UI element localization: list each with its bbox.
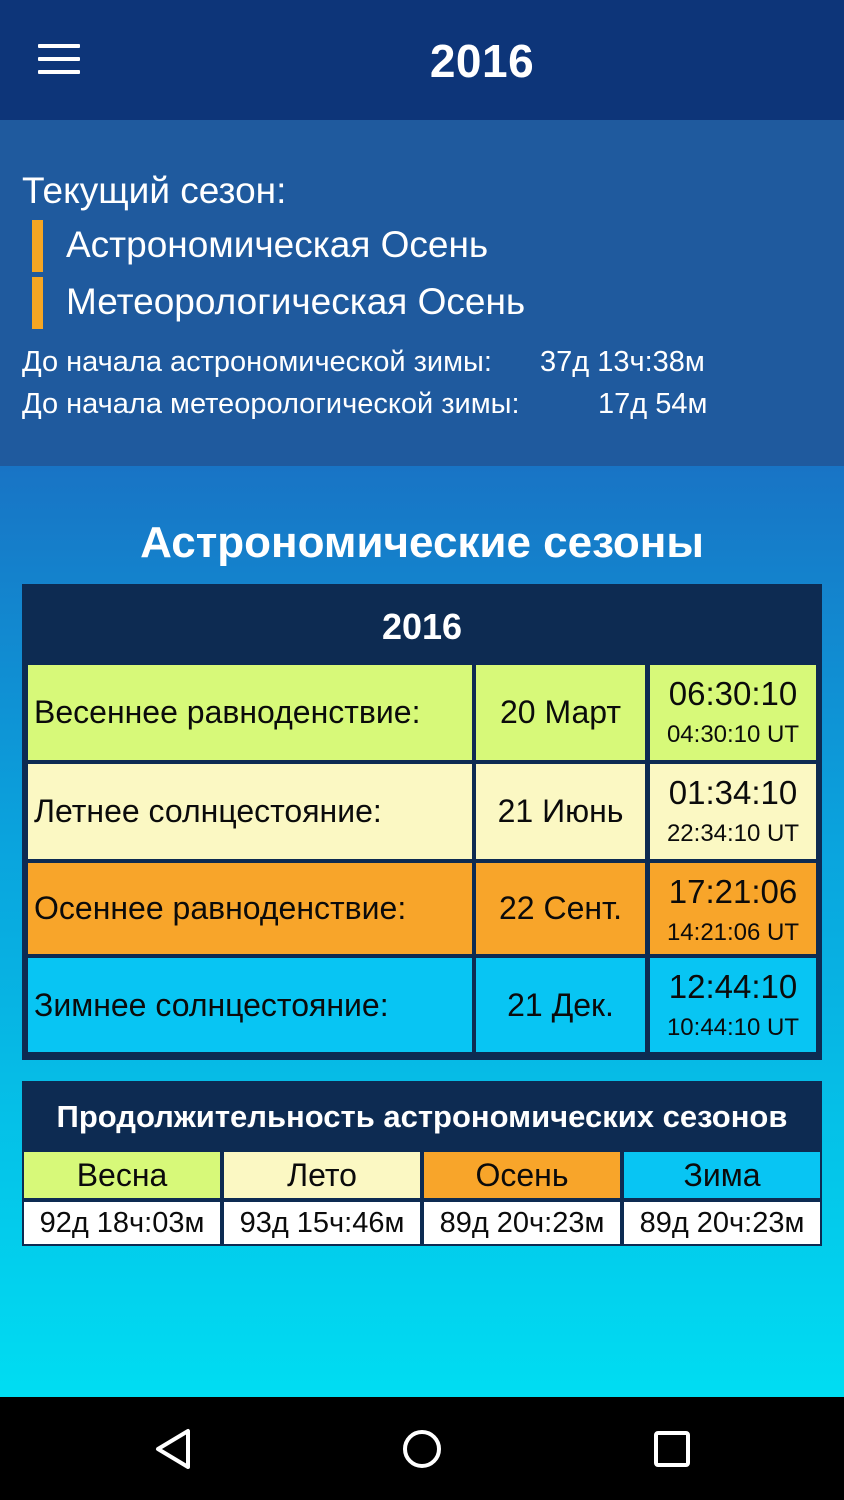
ut-time: 14:21:06 UT: [666, 919, 800, 946]
event-name: Осеннее равноденствие:: [28, 863, 472, 954]
duration-value-summer: 93д 15ч:46м: [224, 1202, 420, 1244]
event-time: [650, 665, 816, 760]
ut-time: 04:30:10 UT: [666, 721, 800, 748]
duration-header-winter: Зима: [624, 1152, 820, 1198]
local-time: 06:30:10: [668, 675, 798, 712]
duration-header-spring: Весна: [24, 1152, 220, 1198]
home-icon[interactable]: [392, 1419, 452, 1479]
duration-header-autumn: Осень: [424, 1152, 620, 1198]
local-time: 17:21:06: [668, 873, 798, 910]
countdown-meteorological: [22, 388, 708, 421]
ut-time: 22:34:10 UT: [666, 820, 800, 847]
table-year: 2016: [381, 606, 463, 647]
astronomical-seasons-title: Астрономические сезоны: [140, 518, 704, 567]
event-time: [650, 958, 816, 1052]
current-season-label: Текущий сезон:: [22, 170, 287, 211]
season-name: Астрономическая Осень: [66, 224, 489, 265]
event-name: Зимнее солнцестояние:: [28, 958, 472, 1052]
countdown-value: 37д 13ч:38м: [540, 346, 705, 378]
ut-time: 10:44:10 UT: [666, 1014, 800, 1041]
countdown-label: До начала астрономической зимы:: [22, 346, 492, 378]
back-icon[interactable]: [144, 1419, 204, 1479]
event-name: Летнее солнцестояние:: [28, 764, 472, 859]
duration-value-winter: 89д 20ч:23м: [624, 1202, 820, 1244]
countdown-label: До начала метеорологической зимы:: [22, 388, 520, 420]
event-date: 21 Дек.: [476, 958, 645, 1052]
season-duration-table: [22, 1081, 822, 1246]
countdown-value: 17д 54м: [598, 388, 708, 420]
app-bar: [0, 0, 844, 120]
event-name: Весеннее равноденствие:: [28, 665, 472, 760]
recents-icon[interactable]: [642, 1419, 702, 1479]
duration-value-spring: 92д 18ч:03м: [24, 1202, 220, 1244]
app-bar-title: 2016: [429, 35, 535, 87]
event-date: 20 Март: [476, 665, 645, 760]
duration-value-autumn: 89д 20ч:23м: [424, 1202, 620, 1244]
season-marker: [32, 277, 43, 329]
event-time: [650, 863, 816, 954]
event-date: 21 Июнь: [476, 764, 645, 859]
event-date: 22 Сент.: [476, 863, 645, 954]
season-name: Метеорологическая Осень: [66, 281, 526, 322]
local-time: 12:44:10: [668, 968, 798, 1005]
duration-header-summer: Лето: [224, 1152, 420, 1198]
system-nav-bar: [0, 1397, 844, 1500]
countdown-astronomical: [22, 346, 705, 379]
season-marker: [32, 220, 43, 272]
event-time: [650, 764, 816, 859]
duration-title: Продолжительность астрономических сезонов: [56, 1099, 788, 1134]
astronomical-seasons-table: [22, 584, 822, 1060]
local-time: 01:34:10: [668, 774, 798, 811]
